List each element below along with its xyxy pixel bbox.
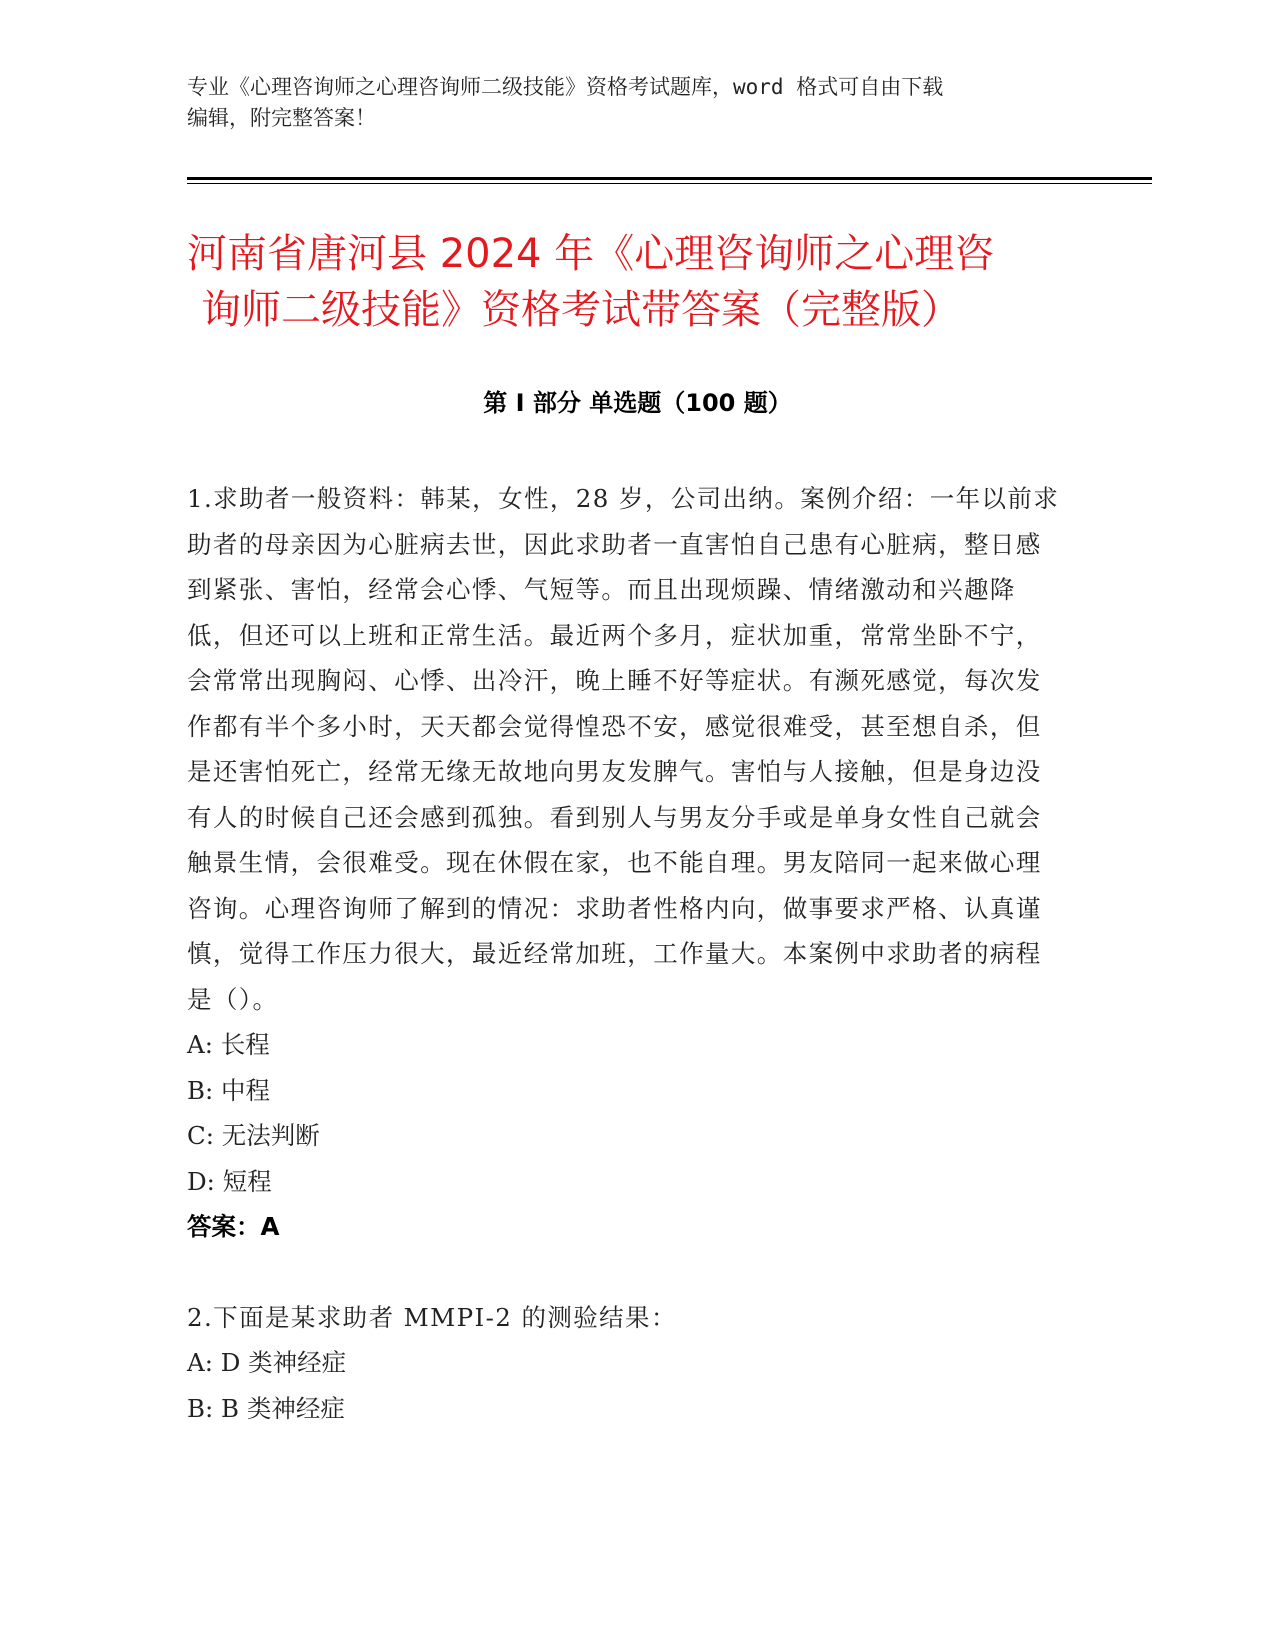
question-stem: 1.求助者一般资料：韩某，女性，28 岁，公司出纳。案例介绍：一年以前求助者的母亲因为心脏病去世，因此求助者一直害怕自己患有心脏病，整日感到紧张、害怕，经常会心悸、气短等。而且出现烦躁、情绪激动和兴趣降低，但还可以上班和正常生活。最近两个多月，症状加重，常常坐卧不宁，会常常出现胸闷、心悸、出冷汗，晚上睡不好等症状。有濒死感觉，每次发作都有半个多小时，天天都会觉得惶恐不安，感觉很难受，甚至想自杀，但是还害怕死亡，经常无缘无故地向男友发脾气。害怕与人接触，但是身边没有人的时候自己还会感到孤独。看到别人与男友分手或是单身女性自己就会触景生情，会很难受。现在休假在家，也不能自理。男友陪同一起来做心理咨询。心理咨询师了解到的情况：求助者性格内向，做事要求严格、认真谨慎，觉得工作压力很大，最近经常加班，工作量大。本案例中求助者的病程是（）。 <box>187 484 1060 1014</box>
question-spacer <box>187 1250 1067 1295</box>
header-divider-thin <box>187 183 1152 184</box>
header-note <box>187 72 1087 134</box>
title-line-1: 河南省唐河县 2024 年《心理咨询师之心理咨 <box>187 231 995 277</box>
option-a: A: D 类神经症 <box>187 1348 347 1377</box>
option-d: D: 短程 <box>187 1166 272 1196</box>
option-b: B: 中程 <box>187 1075 271 1105</box>
answer-line: 答案：A <box>187 1212 280 1241</box>
question-item <box>187 1295 1067 1432</box>
question-list <box>187 476 1067 1431</box>
option-a: A: 长程 <box>187 1030 270 1059</box>
option-b: B: B 类神经症 <box>187 1393 345 1423</box>
question-stem: 2.下面是某求助者 MMPI-2 的测验结果： <box>187 1302 677 1332</box>
document-title <box>187 226 1087 338</box>
option-c: C: 无法判断 <box>187 1121 320 1150</box>
header-note-line-1: 专业《心理咨询师之心理咨询师二级技能》资格考试题库，word 格式可自由下载 <box>187 75 944 99</box>
section-heading: 第 I 部分 单选题（100 题） <box>483 389 792 417</box>
question-item <box>187 476 1067 1250</box>
title-line-2: 询师二级技能》资格考试带答案（完整版） <box>201 287 961 333</box>
header-divider-thick <box>187 177 1152 180</box>
header-note-line-2: 编辑，附完整答案！ <box>187 106 376 130</box>
